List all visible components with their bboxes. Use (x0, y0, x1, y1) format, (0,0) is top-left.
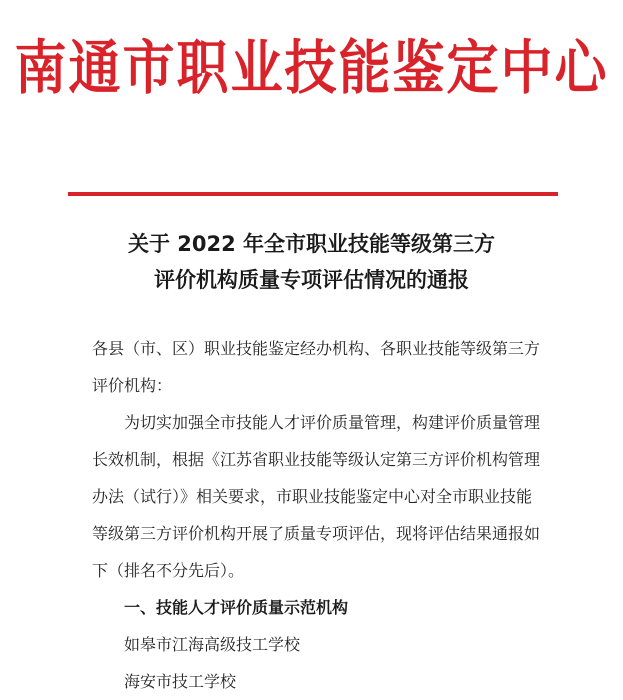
list-item: 如皋市江海高级技工学校 (124, 635, 301, 654)
section-1-heading: 一、技能人才评价质量示范机构 (124, 598, 349, 617)
list-item: 海安市技工学校 (124, 672, 237, 691)
title-line-2: 评价机构质量专项评估情况的通报 (154, 268, 469, 292)
document-body (92, 330, 542, 700)
paragraph-1: 为切实加强全市技能人才评价质量管理，构建评价质量管理长效机制，根据《江苏省职业技能等级认定第三方评价机构管理办法（试行）》相关要求，市职业技能鉴定中心对全市职业技能等级第三方评价机构开展了质量专项评估，现将评估结果通报如下（排名不分先后）。 (92, 413, 541, 580)
title-line-1: 关于 2022 年全市职业技能等级第三方 (127, 232, 496, 256)
document-title (0, 226, 623, 298)
organization-header: 南通市职业技能鉴定中心 (14, 34, 609, 103)
salutation: 各县（市、区）职业技能鉴定经办机构、各职业技能等级第三方评价机构： (92, 339, 541, 395)
header-divider (68, 192, 558, 196)
